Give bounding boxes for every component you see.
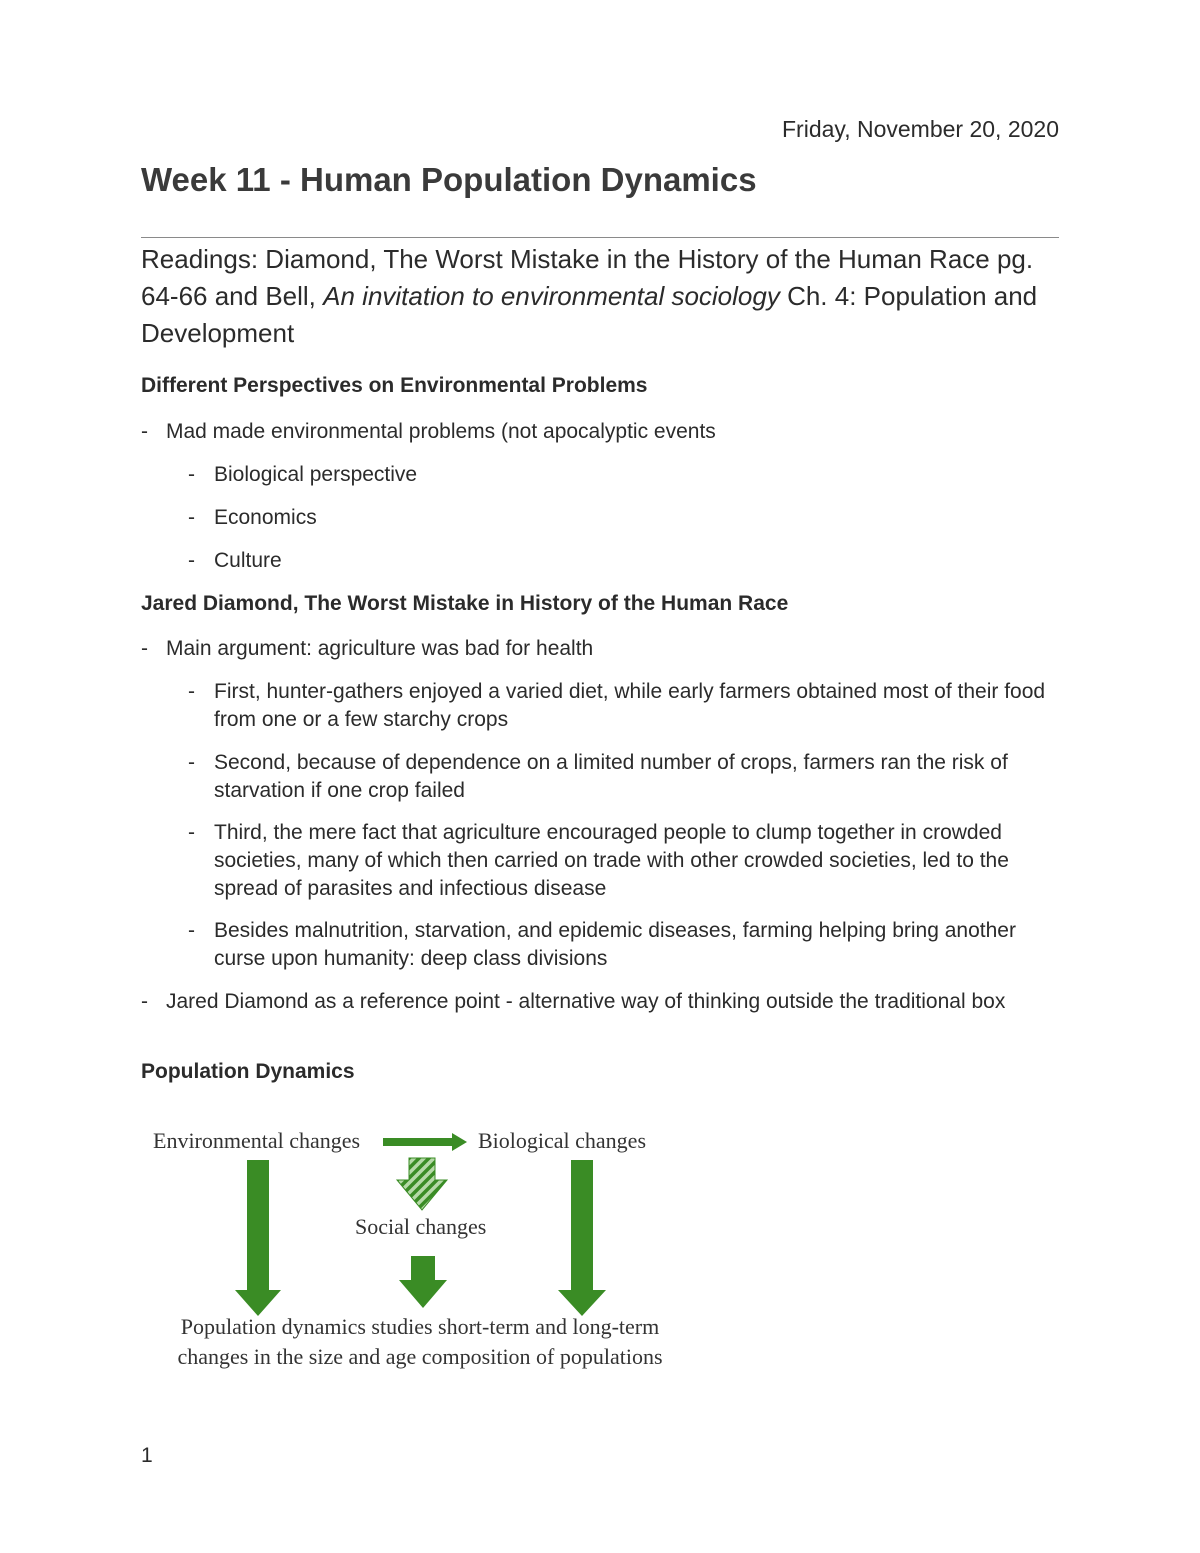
page-title: Week 11 - Human Population Dynamics <box>141 161 757 198</box>
bullet-dash: - <box>188 506 195 529</box>
list-item: - Besides malnutrition, starvation, and epidemic diseases, farming helping bring another curse upon humanity: deep class divisions <box>188 919 1016 970</box>
readings-text: Readings: Diamond, The Worst Mistake in the History of the Human Race pg. 64-66 and Bell, <box>141 244 1034 311</box>
list-item: - Main argument: agriculture was bad for health <box>141 635 1041 663</box>
readings-book-title: An invitation to environmental sociology <box>323 281 780 311</box>
list-item: - Second, because of dependence on a limited number of crops, farmers ran the risk of starvation if one crop failed <box>188 751 1008 802</box>
list-item: - Biological perspective <box>188 461 1058 489</box>
arrow-right-icon <box>383 1133 467 1151</box>
population-dynamics-diagram <box>140 1118 680 1418</box>
diagram-caption: Population dynamics studies short-term and long-term changes in the size and age composition of populations <box>177 1314 663 1369</box>
list-item: - Mad made environmental problems (not apocalyptic events <box>141 418 1041 446</box>
list-item: - Economics <box>188 504 1058 532</box>
arrow-down-right-icon <box>558 1160 606 1316</box>
bullet-dash: - <box>188 549 195 572</box>
readings-paragraph <box>141 241 1071 352</box>
arrow-down-middle-icon <box>399 1256 447 1308</box>
diagram-arrows <box>140 1118 680 1418</box>
list-item: - First, hunter-gathers enjoyed a varied diet, while early farmers obtained most of their food from one or a few starchy crops <box>188 680 1046 731</box>
bullet-dash: - <box>188 751 195 774</box>
page-number: 1 <box>141 1444 153 1467</box>
bullet-dash: - <box>188 919 195 942</box>
section-heading-diamond: Jared Diamond, The Worst Mistake in History of the Human Race <box>141 592 789 615</box>
section-heading-population: Population Dynamics <box>141 1060 355 1083</box>
diagram-label-environmental: Environmental changes <box>153 1128 361 1153</box>
diagram-label-social: Social changes <box>355 1214 487 1239</box>
bullet-dash: - <box>188 821 195 844</box>
list-item: - Culture <box>188 547 1058 575</box>
bullet-dash: - <box>188 680 195 703</box>
document-date: Friday, November 20, 2020 <box>782 116 1059 142</box>
list-item: - Jared Diamond as a reference point - alternative way of thinking outside the traditional box <box>141 988 1041 1016</box>
arrow-down-hatched-icon <box>397 1158 447 1210</box>
title-divider <box>141 237 1059 238</box>
bullet-dash: - <box>141 637 148 660</box>
diagram-label-biological: Biological changes <box>478 1128 647 1153</box>
section-heading-perspectives: Different Perspectives on Environmental Problems <box>141 374 648 397</box>
arrow-down-left-icon <box>235 1160 281 1316</box>
bullet-dash: - <box>188 463 195 486</box>
list-item: - Third, the mere fact that agriculture encouraged people to clump together in crowded societies, many of which then carried on trade with other crowded societies, led to the spread of parasites and infectious disease <box>188 821 1009 900</box>
readings-chapter: Ch. 4: Population and Development <box>141 281 1038 348</box>
bullet-dash: - <box>141 990 148 1013</box>
bullet-dash: - <box>141 420 148 443</box>
